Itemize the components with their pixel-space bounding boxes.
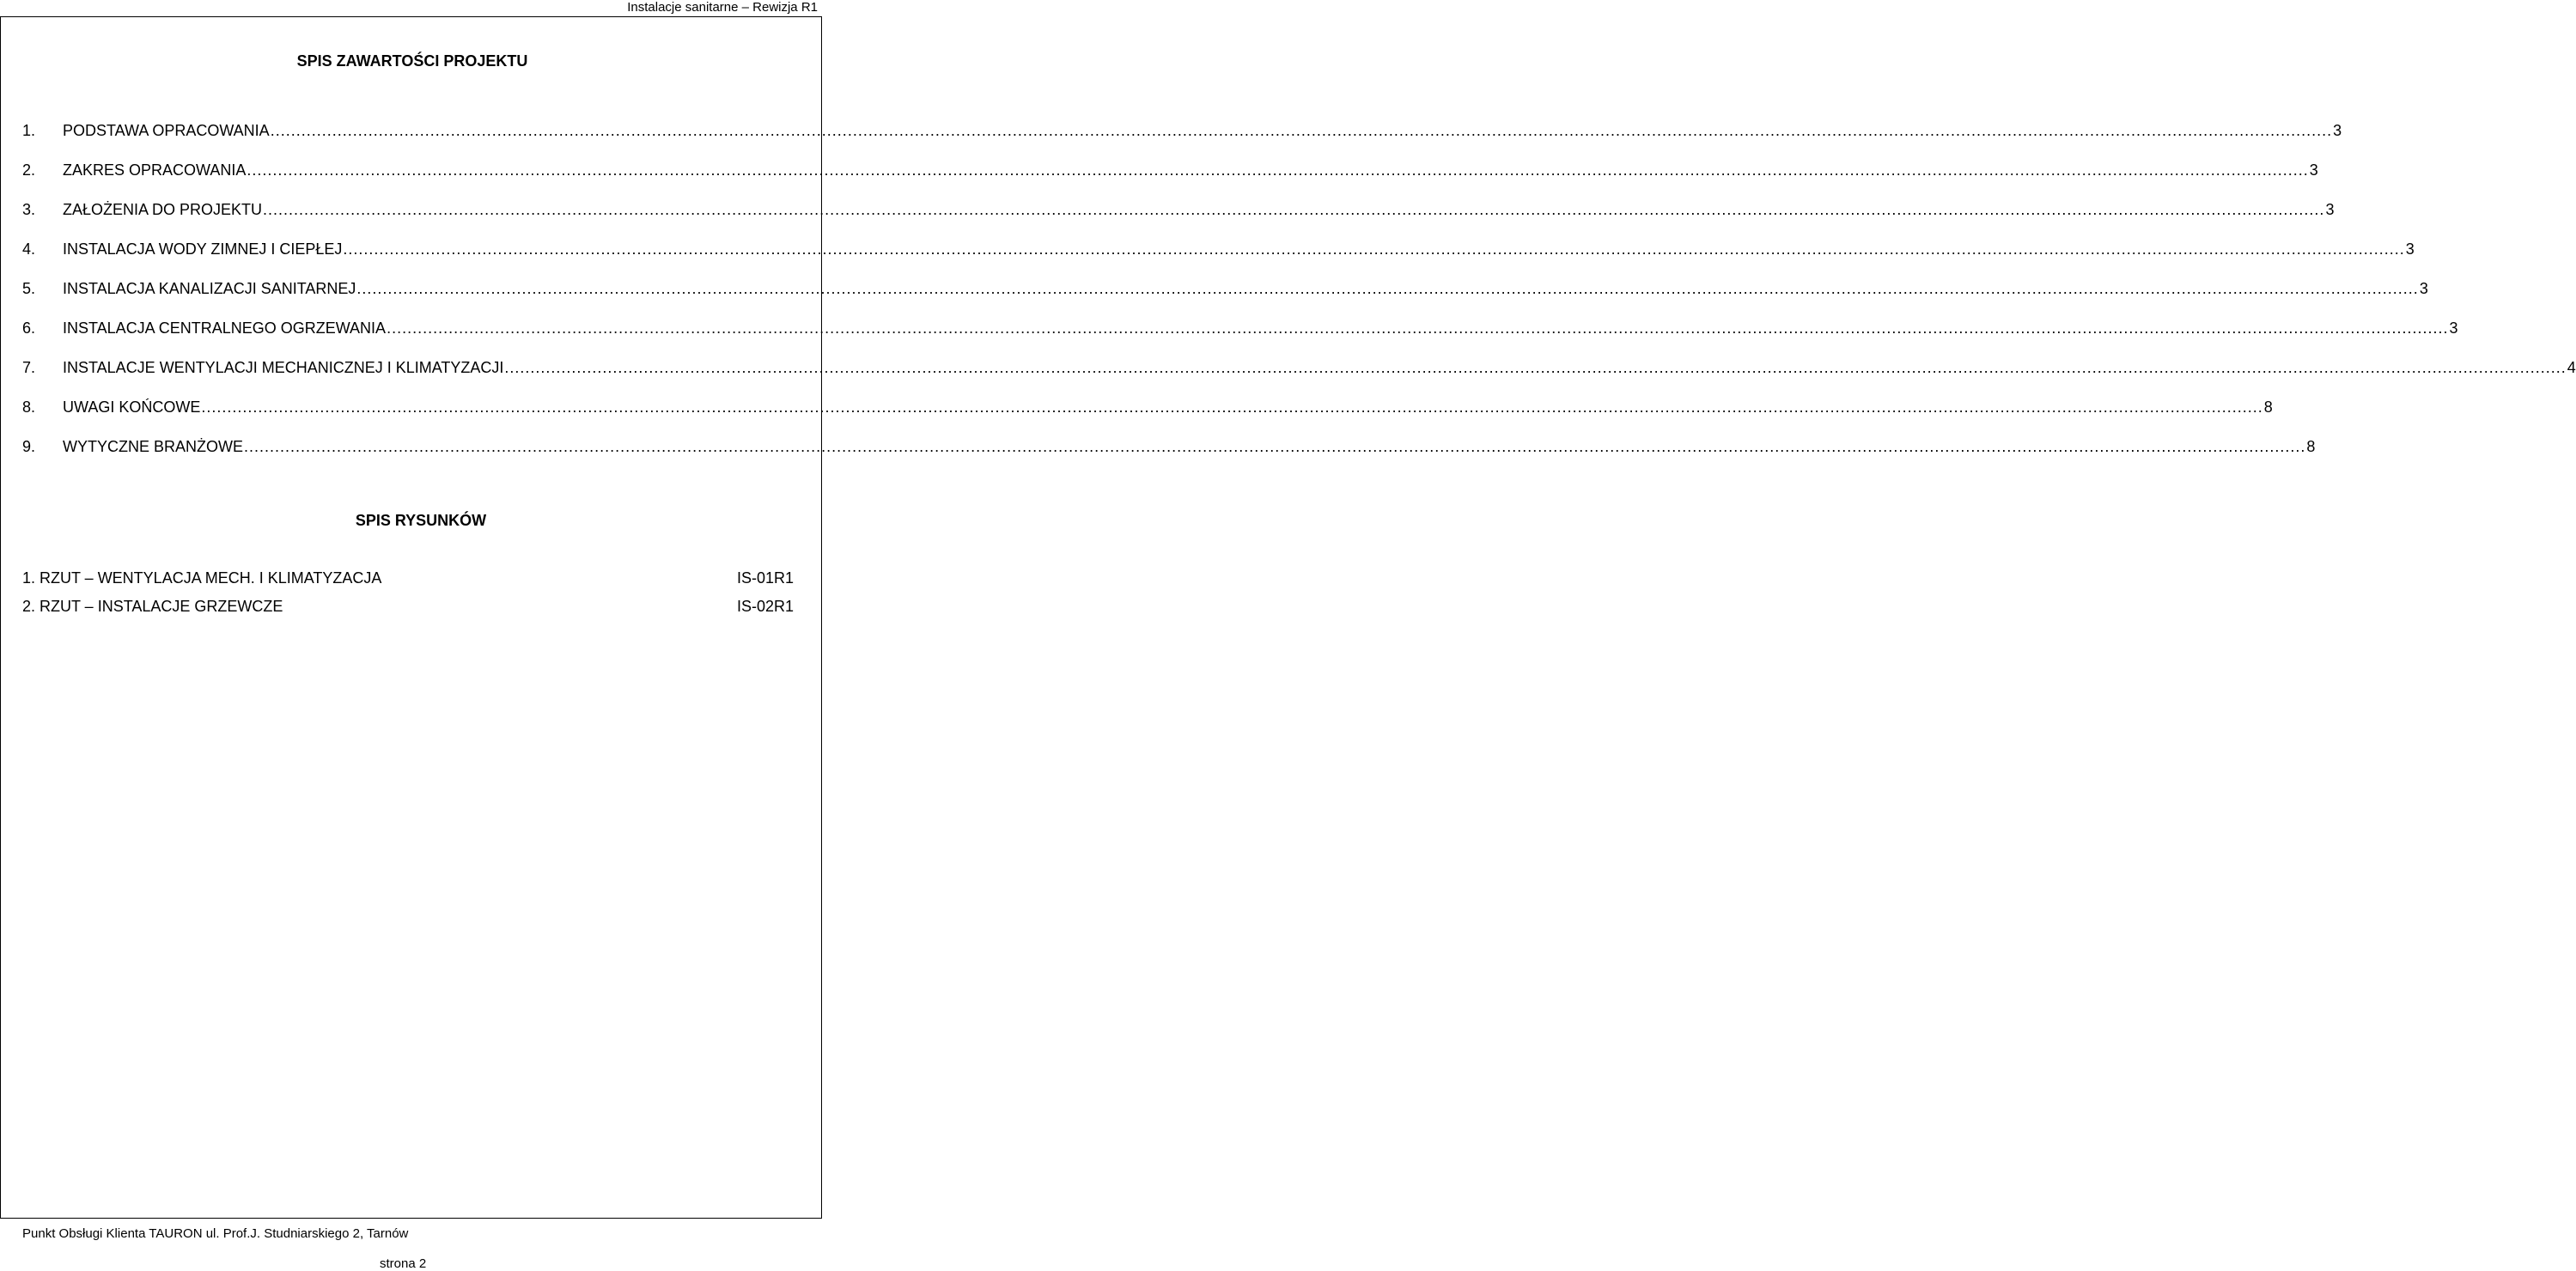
drawing-entry-1	[22, 569, 794, 598]
toc-entry-label: UWAGI KOŃCOWE	[63, 398, 201, 416]
dot-leader: ................................................................................................................................................................................................................................................................................................................................................................................................................	[270, 122, 2333, 139]
toc-entry-9[interactable]	[22, 438, 2316, 477]
toc-entry-page: 8	[2263, 398, 2273, 416]
dot-leader: ................................................................................................................................................................................................................................................................................................................................................................................................................	[201, 398, 2263, 416]
toc-entry-page: 8	[2306, 438, 2316, 455]
drawing-code: IS-02R1	[736, 598, 794, 615]
toc-entry-page: 3	[2333, 122, 2342, 139]
table-of-contents	[22, 122, 2576, 477]
toc-entry-2[interactable]	[22, 161, 2318, 201]
toc-entry-number: 4.	[22, 240, 36, 258]
toc-entry-8[interactable]	[22, 398, 2273, 438]
toc-entry-label: WYTYCZNE BRANŻOWE	[63, 438, 243, 455]
toc-entry-7[interactable]	[22, 359, 2576, 398]
toc-entry-page: 3	[2449, 319, 2458, 337]
drawings-list	[22, 569, 794, 626]
toc-entry-page: 4	[2567, 359, 2576, 376]
dot-leader: ................................................................................................................................................................................................................................................................................................................................................................................................................	[504, 359, 2567, 376]
toc-entry-label: INSTALACJA CENTRALNEGO OGRZEWANIA	[63, 319, 387, 337]
drawing-label: 1. RZUT – WENTYLACJA MECH. I KLIMATYZACJA	[22, 569, 382, 587]
page-number: strona 2	[380, 1256, 427, 1271]
toc-entry-page: 3	[2419, 280, 2428, 297]
toc-entry-label: ZAŁOŻENIA DO PROJEKTU	[63, 201, 263, 218]
toc-entry-page: 3	[2309, 161, 2318, 179]
toc-entry-label: PODSTAWA OPRACOWANIA	[63, 122, 270, 139]
toc-entry-number: 2.	[22, 161, 36, 179]
dot-leader: ................................................................................................................................................................................................................................................................................................................................................................................................................	[244, 438, 2306, 455]
toc-entry-number: 1.	[22, 122, 36, 139]
dot-leader: ................................................................................................................................................................................................................................................................................................................................................................................................................	[356, 280, 2419, 297]
drawing-entry-2	[22, 598, 794, 626]
toc-entry-label: ZAKRES OPRACOWANIA	[63, 161, 247, 179]
toc-title: SPIS ZAWARTOŚCI PROJEKTU	[296, 52, 528, 70]
toc-entry-label: INSTALACJA KANALIZACJI SANITARNEJ	[63, 280, 356, 297]
footer-address: Punkt Obsługi Klienta TAURON ul. Prof.J. Studniarskiego 2, Tarnów	[22, 1226, 409, 1241]
dot-leader: ................................................................................................................................................................................................................................................................................................................................................................................................................	[387, 319, 2449, 337]
dot-leader: ................................................................................................................................................................................................................................................................................................................................................................................................................	[343, 240, 2405, 258]
toc-entry-page: 3	[2325, 201, 2335, 218]
toc-entry-label: INSTALACJE WENTYLACJI MECHANICZNEJ I KLIMATYZACJI	[63, 359, 504, 376]
toc-entry-number: 7.	[22, 359, 36, 376]
toc-entry-number: 6.	[22, 319, 36, 337]
toc-entry-4[interactable]	[22, 240, 2415, 280]
running-header: Instalacje sanitarne – Rewizja R1	[627, 0, 818, 15]
drawing-label: 2. RZUT – INSTALACJE GRZEWCZE	[22, 598, 283, 615]
drawings-title: SPIS RYSUNKÓW	[355, 512, 487, 529]
toc-entry-number: 3.	[22, 201, 36, 218]
toc-entry-3[interactable]	[22, 201, 2335, 240]
toc-entry-page: 3	[2405, 240, 2415, 258]
toc-entry-number: 5.	[22, 280, 36, 297]
toc-entry-6[interactable]	[22, 319, 2458, 359]
toc-entry-1[interactable]	[22, 122, 2342, 161]
toc-entry-label: INSTALACJA WODY ZIMNEJ I CIEPŁEJ	[63, 240, 343, 258]
dot-leader: ................................................................................................................................................................................................................................................................................................................................................................................................................	[263, 201, 2325, 218]
dot-leader: ................................................................................................................................................................................................................................................................................................................................................................................................................	[247, 161, 2309, 179]
drawing-code: IS-01R1	[736, 569, 794, 587]
toc-entry-5[interactable]	[22, 280, 2428, 319]
toc-entry-number: 8.	[22, 398, 36, 416]
toc-entry-number: 9.	[22, 438, 36, 455]
